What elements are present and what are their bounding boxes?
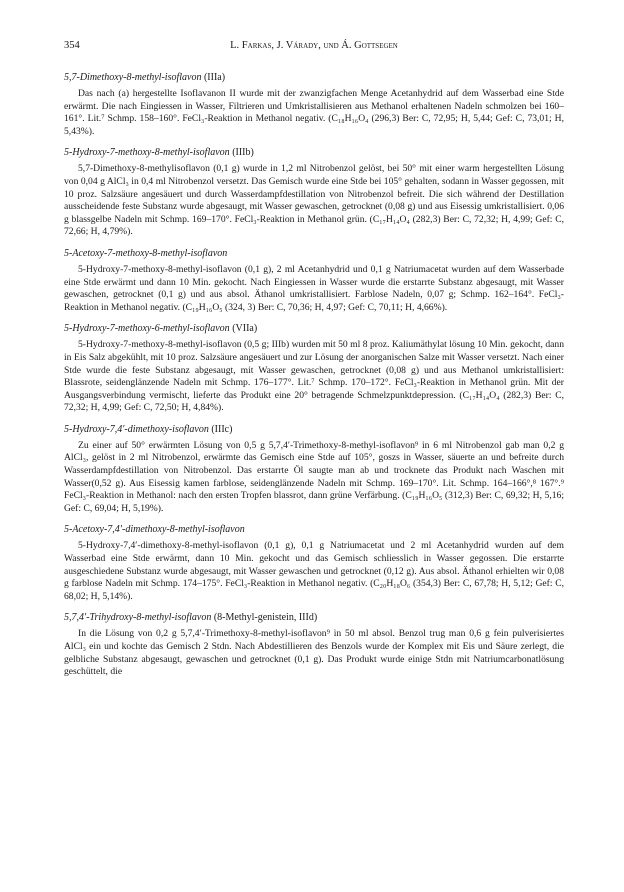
page-number: 354 xyxy=(64,40,80,51)
section-iiic xyxy=(64,424,564,516)
section-body: 5,7-Dimethoxy-8-methylisoflavon (0,1 g) wurde in 1,2 ml Nitrobenzol gelöst, bei 50° mit einer warm hergestellten Lösung von 0,04 g AlCl₃ in 0,4 ml Nitrobenzol versetzt. Das Gemisch wurde eine Stde bei 105° gehalten, sodann in Wasser gegossen, mit 10 proz. Salzsäure angesäuert und durch Wasserdampfdestillation von Nitrobenzol befreit. Die sich während der Destillation ausscheidende feste Substanz wurde abgesaugt, mit Wasser gewaschen, getrocknet (0,08 g) und aus Eisessig umkristallisiert. 0,06 g blassgelbe Nadeln mit Schmp. 169–170°. FeCl₃-Reaktion in Methanol grün. (C₁₇H₁₄O₄ (282,3) Ber: C, 72,32; H, 4,99; Gef: C, 72,66; H, 4,79%). xyxy=(64,163,564,238)
section-iiia xyxy=(64,72,564,138)
section-viia xyxy=(64,323,564,415)
section-iiid xyxy=(64,612,564,678)
section-heading: 5-Hydroxy-7,4′-dimethoxy-isoflavon (IIIc) xyxy=(64,423,233,435)
section-acetoxy-methoxy xyxy=(64,248,564,314)
section-heading: 5,7-Dimethoxy-8-methyl-isoflavon (IIIa) xyxy=(64,72,226,83)
section-body: Das nach (a) hergestellte Isoflavanon II wurde mit der zwanzigfachen Menge Acetanhydrid auf dem Wasserbad eine Stde erwärmt. Die nach Eingiessen in Wasser, Filtrieren und Umkristallisieren aus Methanol erhaltenen Nadeln schmolzen bei 160–161°. Lit.⁷ Schmp. 158–160°. FeCl₃-Reaktion in Methanol negativ. (C₁₈H₁₆O₄ (296,3) Ber: C, 72,95; H, 5,44; Gef: C, 73,01; H, 5,43%). xyxy=(64,88,564,137)
running-head-authors: L. Farkas, J. Várady, und Á. Gottsegen xyxy=(230,40,398,51)
section-acetoxy-dimethoxy xyxy=(64,524,564,603)
section-body: In die Lösung von 0,2 g 5,7,4′-Trimethoxy-8-methyl-isoflavon⁹ in 50 ml absol. Benzol trug man 0,6 g fein pulverisiertes AlCl₃ ein und kochte das Gemisch 2 Stdn. Nach Abdestillieren des Benzols wurde der Komplex mit Eis und Säure zerlegt, die gelbliche Substanz abgesaugt, gewaschen und getrocknet (0,1 g). Das Produkt wurde einige Stdn mit Natriumcarbonatlösung geschüttelt, die xyxy=(64,628,564,678)
page-header xyxy=(64,40,564,56)
section-body: 5-Hydroxy-7-methoxy-8-methyl-isoflavon (0,5 g; IIIb) wurden mit 50 ml 8 proz. Kaliumäthylat lösung 10 Min. gekocht, dann in Eis Salz abgekühlt, mit 10 proz. Salzsäure angesäuert und zur Lösung der anorganischen Salze mit Wasser versetzt. Nach einer Stde wurde die feste Substanz abgesaugt, mit Wasser gewaschen, getrocknet (0,08 g) und aus Methanol umkristallisiert: Blassrote, seidenglänzende Nadeln mit Schmp. 176–177°. Lit.⁷ Schmp. 170–172°. FeCl₃-Reaktion in Methanol grün. Mit der Ausgangsverbindung vermischt, lieferte das Produkt eine 20° betragende Schmelzpunktdepression. (C₁₇H₁₄O₄ (282,3) Ber: C, 72,32; H, 4,99; Gef: C, 72,50; H, 4,84%). xyxy=(64,339,564,414)
journal-page xyxy=(64,40,564,688)
section-body: 5-Hydroxy-7,4′-dimethoxy-8-methyl-isoflavon (0,1 g), 0,1 g Natriumacetat und 2 ml Acetanhydrid wurden auf dem Wasserbad eine Stde erwärmt, dann 10 Min. gekocht und das Gemisch schliesslich in Wasser gegossen. Die erstarrte ausgeschiedene Substanz wurde abgesaugt, mit Wasser gewaschen und getrocknet (0,12 g). Aus absol. Äthanol erhielten wir 0,08 g farblose Nadeln mit Schmp. 174–175°. FeCl₃-Reaktion in Methanol negativ. (C₂₀H₁₈O₆ (354,3) Ber: C, 67,78; H, 5,12; Gef: C, 68,02; H, 5,14%). xyxy=(64,540,564,602)
section-heading: 5-Hydroxy-7-methoxy-6-methyl-isoflavon (VIIa) xyxy=(64,323,258,335)
section-heading: 5-Hydroxy-7-methoxy-8-methyl-isoflavon (IIIb) xyxy=(64,147,254,159)
section-heading: 5-Acetoxy-7,4′-dimethoxy-8-methyl-isoflavon xyxy=(64,524,245,536)
section-heading: 5-Acetoxy-7-methoxy-8-methyl-isoflavon xyxy=(64,247,228,259)
section-body: 5-Hydroxy-7-methoxy-8-methyl-isoflavon (0,1 g), 2 ml Acetanhydrid und 0,1 g Natriumacetat wurden auf dem Wasserbade eine Stde erwärmt und dann 10 Min. gekocht. Nach Eingiessen in Wasser wurde die erstarrte Substanz abgesaugt, mit Wasser gewaschen, getrocknet (0,1 g) und aus absol. Äthanol umkristallisiert. Farblose Nadeln, 0,07 g; Schmp. 162–164°. FeCl₃-Reaktion in Methanol negativ. (C₁₉H₁₆O₅ (324, 3) Ber: C, 70,36; H, 4,97; Gef: C, 70,11; H, 4,66%). xyxy=(64,263,564,313)
section-body: Zu einer auf 50° erwärmten Lösung von 0,5 g 5,7,4′-Trimethoxy-8-methyl-isoflavon⁹ in 6 ml Nitrobenzol gab man 0,2 g AlCl₃, gelöst in 2 ml Nitrobenzol, erwärmte das Gemisch eine Stde auf 105°, goszs in Wasser, säuerte an und befreite durch Wasserdampfdestillation von Nitrobenzol. Das erstarrte Öl saugte man ab und trocknete das Produkt nach Waschen mit Wasser(0,52 g). Aus Eisessig kamen farblose, seidenglänzende Nadeln mit Schmp. 169–170°. Lit. Schmp. 164–166°,⁸ 167°.⁹ FeCl₃-Reaktion in Methanol: nach den ersten Tropfen blassrot, dann grüne Verfärbung. (C₁₉H₁₆O₅ (312,3) Ber: C, 69,32; H, 5,16; Gef: C, 69,04; H, 5,19%). xyxy=(64,439,564,514)
section-iiib xyxy=(64,147,564,239)
section-heading: 5,7,4′-Trihydroxy-8-methyl-isoflavon (8-Methyl-genistein, IIId) xyxy=(64,612,318,624)
